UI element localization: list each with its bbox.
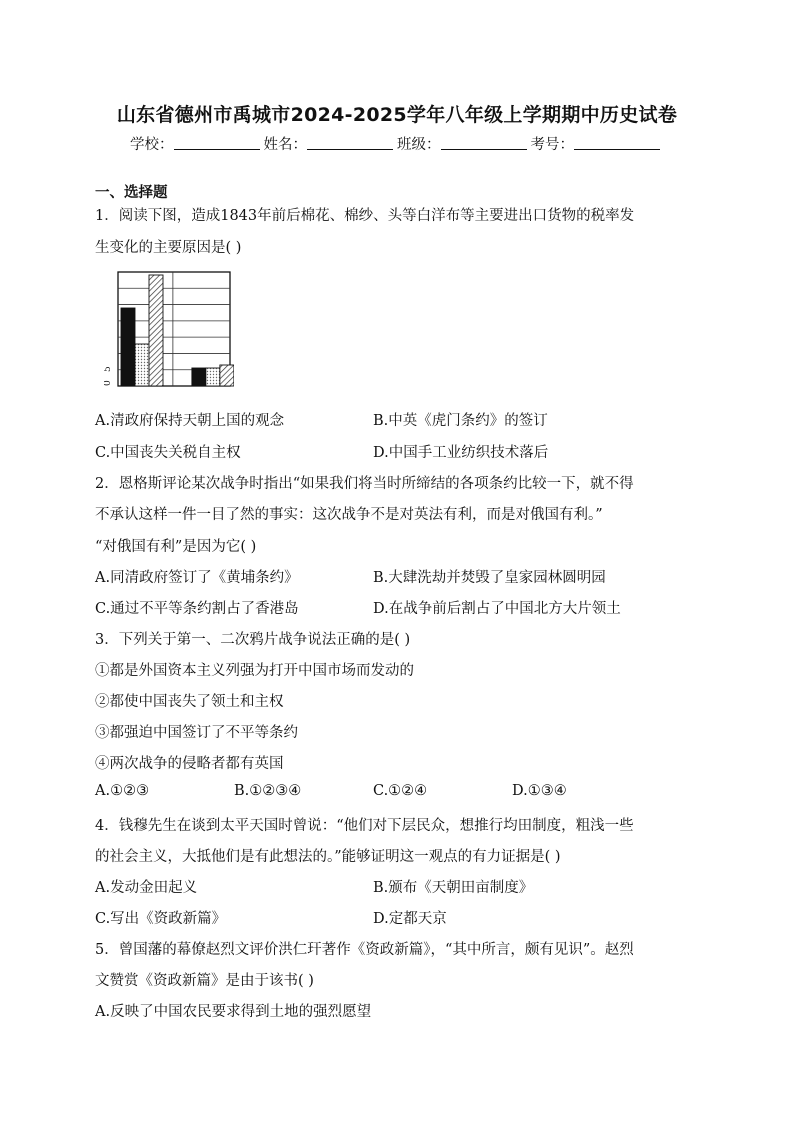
- q2-stem-line3: “对俄国有利”是因为它( ): [95, 539, 257, 555]
- chart-bar: [149, 275, 163, 386]
- exam-no-blank[interactable]: [574, 135, 660, 150]
- class-blank[interactable]: [441, 135, 527, 150]
- name-label: 姓名：: [263, 137, 307, 153]
- q3-option-b[interactable]: B.①②③④: [234, 783, 302, 799]
- name-blank[interactable]: [307, 135, 393, 150]
- q4-option-d[interactable]: D.定都天京: [373, 911, 447, 927]
- q2-option-b[interactable]: B.大肆洗劫并焚毁了皇家园林圆明园: [373, 570, 606, 586]
- chart-bar: [206, 368, 220, 386]
- school-label: 学校：: [130, 137, 174, 153]
- q3-option-a[interactable]: A.①②③: [95, 783, 150, 799]
- page-title: 山东省德州市禹城市2024-2025学年八年级上学期期中历史试卷: [116, 104, 678, 126]
- chart-tick-label: 0: [104, 380, 113, 386]
- q2-option-c[interactable]: C.通过不平等条约割占了香港岛: [95, 601, 299, 617]
- chart-ticks: [104, 366, 113, 386]
- q4-stem-line2: 的社会主义，大抵他们是有此想法的。”能够证明这一观点的有力证据是( ): [95, 849, 561, 865]
- chart-tick-label: 5: [104, 366, 113, 372]
- q1-option-b[interactable]: B.中英《虎门条约》的签订: [373, 413, 548, 429]
- chart-bar: [121, 308, 135, 386]
- q3-option-c[interactable]: C.①②④: [373, 783, 428, 799]
- q5-stem-line1: 5．曾国藩的幕僚赵烈文评价洪仁玕著作《资政新篇》，“其中所言，颇有见识”。赵烈: [95, 942, 634, 958]
- q1-stem-line1: 1．阅读下图，造成1843年前后棉花、棉纱、头等白洋布等主要进出口货物的税率发: [95, 208, 635, 224]
- q5-option-a[interactable]: A.反映了中国农民要求得到土地的强烈愿望: [95, 1004, 372, 1020]
- chart-bar: [220, 365, 234, 386]
- q3-statement-3: ③都强迫中国签订了不平等条约: [95, 725, 298, 741]
- q5-stem-line2: 文赞赏《资政新篇》是由于该书( ): [95, 973, 314, 989]
- q1-option-c[interactable]: C.中国丧失关税自主权: [95, 445, 241, 461]
- section-heading: 一、选择题: [95, 185, 168, 201]
- q2-stem-line1: 2．恩格斯评论某次战争时指出“如果我们将当时所缔结的各项条约比较一下，就不得: [95, 476, 634, 492]
- q4-option-c[interactable]: C.写出《资政新篇》: [95, 911, 227, 927]
- chart-bar: [135, 344, 149, 386]
- chart-svg: [104, 268, 234, 392]
- q1-stem-line2: 生变化的主要原因是( ): [95, 240, 242, 256]
- q3-statement-4: ④两次战争的侵略者都有英国: [95, 756, 284, 772]
- class-label: 班级：: [397, 137, 441, 153]
- school-blank[interactable]: [174, 135, 260, 150]
- q4-option-a[interactable]: A.发动金田起义: [95, 880, 198, 896]
- q2-option-d[interactable]: D.在战争前后割占了中国北方大片领土: [373, 601, 621, 617]
- q3-statement-2: ②都使中国丧失了领土和主权: [95, 694, 284, 710]
- chart-bar: [192, 368, 206, 386]
- q3-statement-1: ①都是外国资本主义列强为打开中国市场而发动的: [95, 663, 414, 679]
- q2-option-a[interactable]: A.同清政府签订了《黄埔条约》: [95, 570, 299, 586]
- exam-no-label: 考号：: [530, 137, 574, 153]
- tariff-bar-chart: [104, 268, 234, 392]
- student-info-line: [0, 133, 794, 154]
- q4-stem-line1: 4．钱穆先生在谈到太平天国时曾说：“他们对下层民众，想推行均田制度，粗浅一些: [95, 818, 634, 834]
- q2-stem-line2: 不承认这样一件一目了然的事实：这次战争不是对英法有利，而是对俄国有利。”: [95, 507, 603, 523]
- q3-stem-line1: 3．下列关于第一、二次鸦片战争说法正确的是( ): [95, 632, 411, 648]
- q1-option-a[interactable]: A.清政府保持天朝上国的观念: [95, 413, 285, 429]
- q1-option-d[interactable]: D.中国手工业纺织技术落后: [373, 445, 549, 461]
- q4-option-b[interactable]: B.颁布《天朝田亩制度》: [373, 880, 534, 896]
- q3-option-d[interactable]: D.①③④: [512, 783, 567, 799]
